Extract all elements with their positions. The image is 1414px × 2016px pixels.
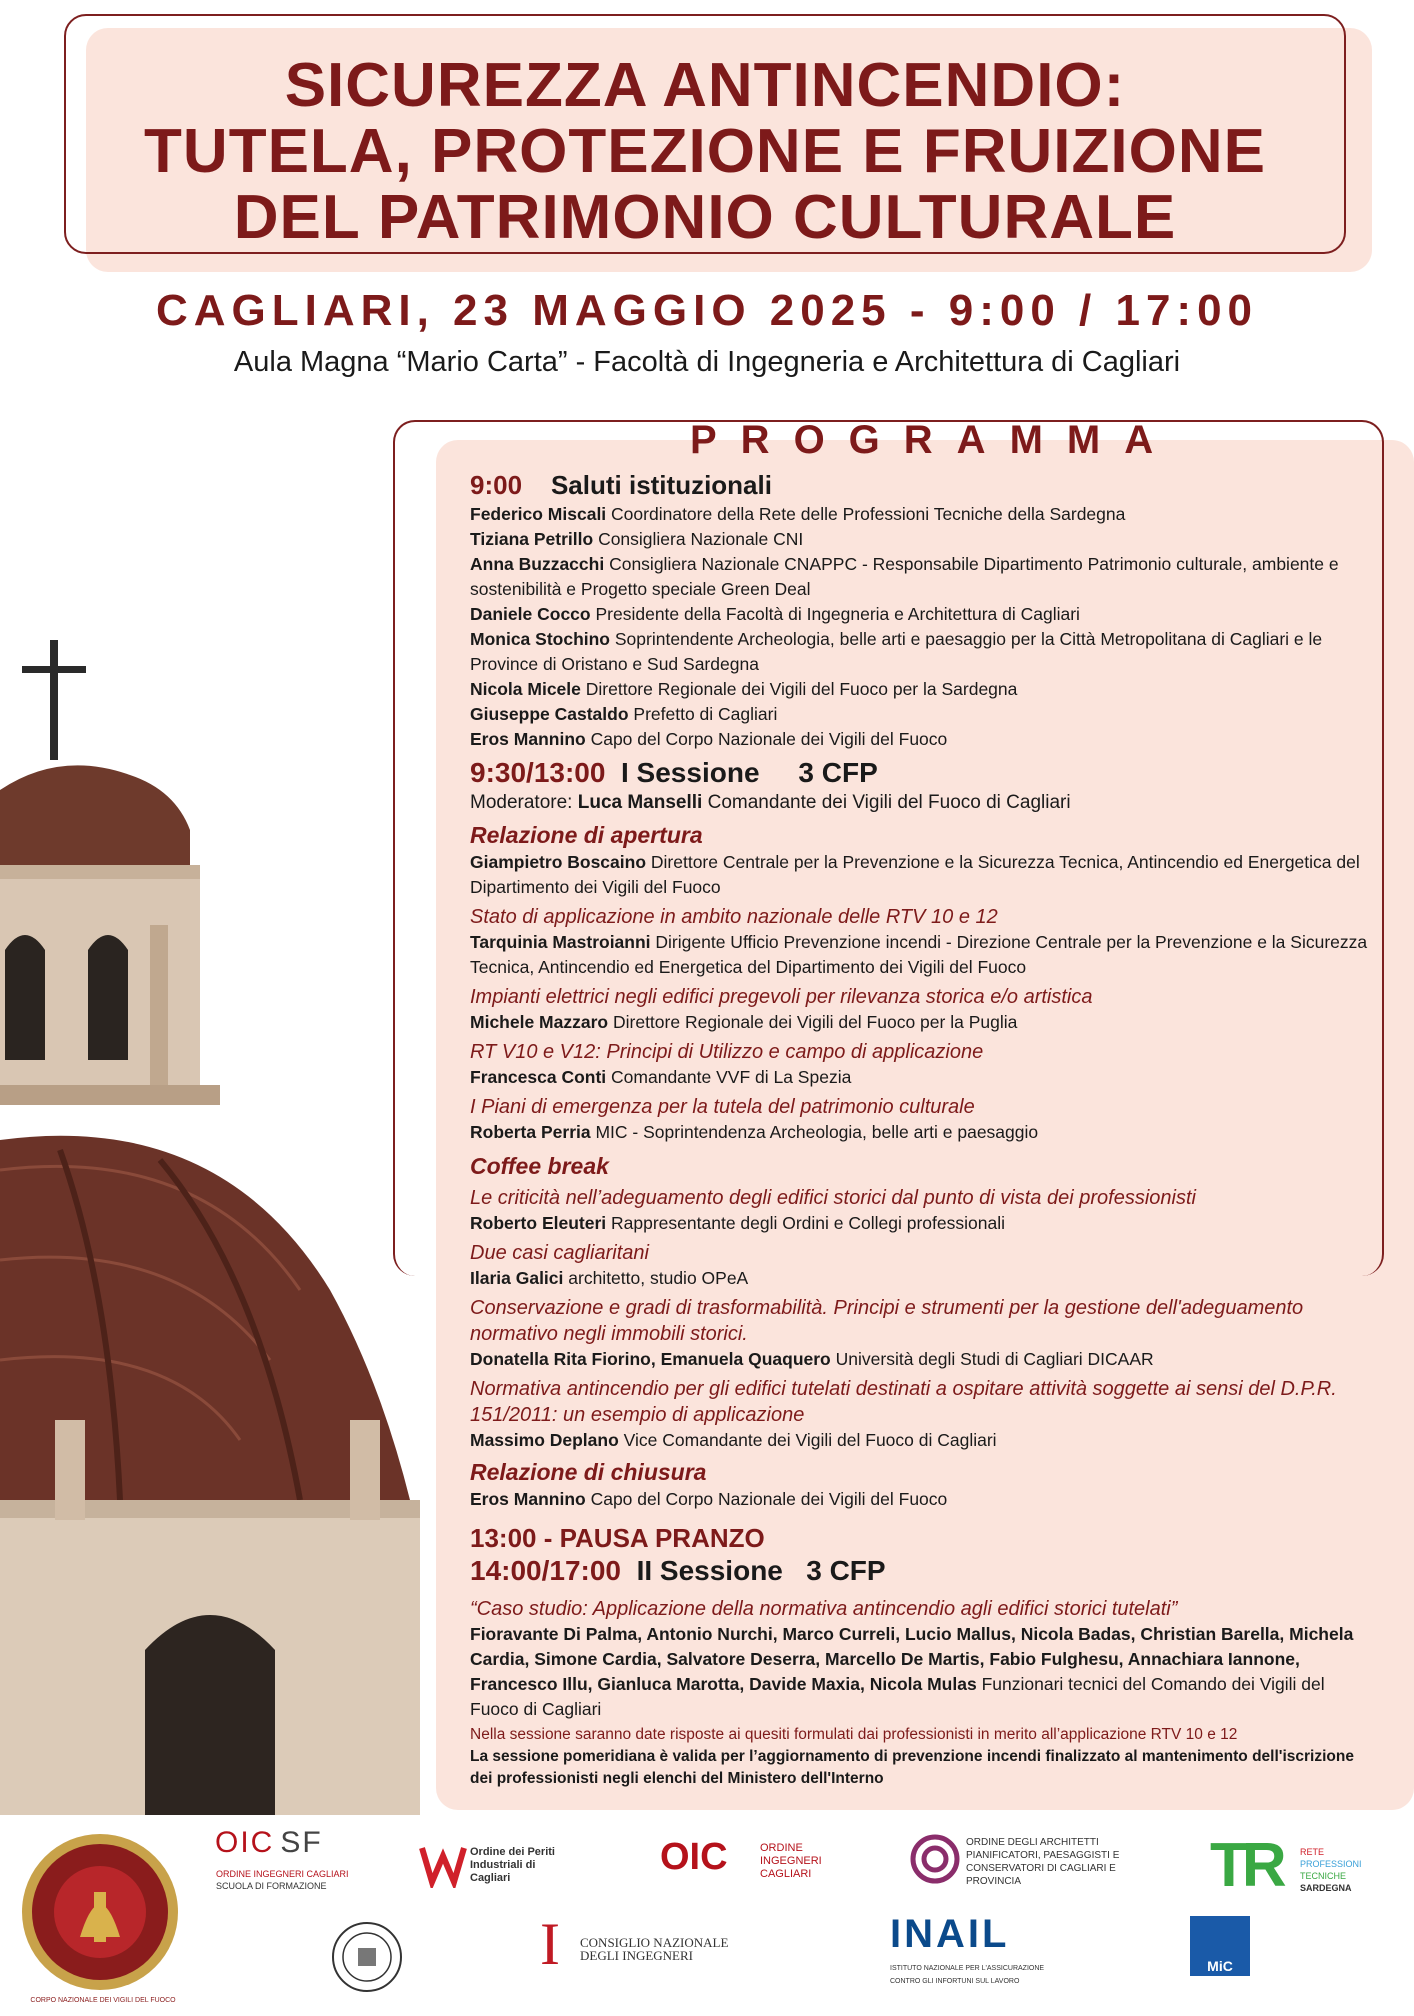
talk-title: Relazione di chiusura — [470, 1459, 707, 1485]
greeting-row — [470, 502, 1370, 527]
greeting-name: Giuseppe Castaldo — [470, 704, 629, 724]
greeting-role: Coordinatore della Rete delle Professioni Tecniche della Sardegna — [611, 504, 1126, 524]
moderator-name: Luca Manselli — [577, 792, 703, 813]
session1-items — [470, 820, 1370, 1512]
greeting-row — [470, 552, 1370, 602]
greeting-name: Nicola Micele — [470, 679, 581, 699]
session1-cfp: 3 CFP — [798, 757, 878, 788]
speaker-role: Comandante VVF di La Spezia — [611, 1067, 852, 1087]
rete-line-4: SARDEGNA — [1300, 1883, 1352, 1893]
greeting-role: Presidente della Facoltà di Ingegneria e Architettura di Cagliari — [595, 604, 1080, 624]
greeting-row — [470, 677, 1370, 702]
inail-caption: ISTITUTO NAZIONALE PER L'ASSICURAZIONE CONTRO GLI INFORTUNI SUL LAVORO — [890, 1965, 1045, 1985]
sponsor-logos — [0, 1812, 1414, 2004]
moderator-role: Comandante dei Vigili del Fuoco di Cagliari — [707, 792, 1071, 813]
greetings-list — [470, 502, 1370, 752]
periti-caption: Ordine dei Periti Industriali di Cagliari — [470, 1846, 555, 1884]
talk-speaker — [470, 1211, 1370, 1236]
speaker-role: Università degli Studi di Cagliari DICAAR — [835, 1349, 1154, 1369]
talk-speaker — [470, 1120, 1370, 1145]
greeting-name: Daniele Cocco — [470, 604, 591, 624]
session1-heading — [470, 756, 1370, 790]
speaker-name: Roberta Perria — [470, 1122, 591, 1142]
oic-mark: OIC — [660, 1836, 728, 1878]
speaker-role: Dirigente Ufficio Prevenzione incendi - Direzione Centrale per la Prevenzione e la Sicurezza Tecnica, Antincendio ed Energetica del Dipartimento dei Vigili del Fuoco — [470, 932, 1368, 977]
greeting-role: Consigliera Nazionale CNI — [598, 529, 804, 549]
greeting-role: Capo del Corpo Nazionale dei Vigili del Fuoco — [590, 729, 948, 749]
rete-mark: TR — [1210, 1831, 1281, 1900]
greeting-row — [470, 702, 1370, 727]
talk-speaker — [470, 1065, 1370, 1090]
greeting-role: Consigliera Nazionale CNAPPC - Responsabile Dipartimento Patrimonio culturale, ambiente e sostenibilità e Progetto speciale Green Deal — [470, 554, 1339, 599]
talk-speaker — [470, 850, 1370, 900]
greeting-name: Eros Mannino — [470, 729, 586, 749]
moderator-prefix: Moderatore: — [470, 792, 573, 813]
cni-caption: CONSIGLIO NAZIONALE DEGLI INGEGNERI — [580, 1935, 729, 1963]
session2-time: 14:00/17:00 — [470, 1555, 622, 1586]
opening-heading — [470, 468, 1370, 502]
speaker-role: Capo del Corpo Nazionale dei Vigili del Fuoco — [590, 1489, 948, 1509]
title-line-1: SICUREZZA ANTINCENDIO: — [284, 51, 1126, 120]
event-venue: Aula Magna “Mario Carta” - Facoltà di Ingegneria e Architettura di Cagliari — [233, 346, 1181, 378]
speaker-name: Roberto Eleuteri — [470, 1213, 607, 1233]
talk-speaker — [470, 930, 1370, 980]
talk-title: Stato di applicazione in ambito nazionale delle RTV 10 e 12 — [470, 906, 998, 928]
opening-time: 9:00 — [470, 470, 523, 500]
mic-logo: MiC — [1190, 1916, 1250, 1976]
oic-sf-logo — [215, 1826, 323, 1860]
talk-speaker — [470, 1266, 1370, 1291]
periti-icon — [418, 1842, 468, 1888]
architetti-icon — [910, 1834, 960, 1884]
title-line-3: DEL PATRIMONIO CULTURALE — [233, 183, 1177, 252]
speaker-role: Vice Comandante dei Vigili del Fuoco di Cagliari — [623, 1430, 997, 1450]
talk-title: Le criticità nell’adeguamento degli edifici storici dal punto di vista dei professionisti — [470, 1187, 1196, 1209]
speaker-name: Tarquinia Mastroianni — [470, 932, 651, 952]
session2-validity: La sessione pomeridiana è valida per l’aggiornamento di prevenzione incendi finalizzato al mantenimento dell'iscrizione dei professionisti negli elenchi del Ministero dell'Interno — [470, 1748, 1354, 1787]
speaker-name: Francesca Conti — [470, 1067, 607, 1087]
greeting-role: Soprintendente Archeologia, belle arti e paesaggio per la Città Metropolitana di Cagliari e le Province di Oristano e Sud Sardegna — [470, 629, 1323, 674]
speaker-name: Massimo Deplano — [470, 1430, 619, 1450]
speaker-name: Donatella Rita Fiorino, Emanuela Quaquero — [470, 1349, 831, 1369]
greeting-row — [470, 627, 1370, 677]
session1-time: 9:30/13:00 — [470, 757, 606, 788]
oic-sf-sf: SF — [280, 1826, 323, 1859]
greeting-role: Direttore Regionale dei Vigili del Fuoco per la Sardegna — [585, 679, 1018, 699]
vvf-logo — [20, 1832, 180, 1992]
talk-title: Conservazione e gradi di trasformabilità. Principi e strumenti per la gestione dell'adeguamento normativo negli immobili storici. — [470, 1297, 1304, 1345]
greeting-role: Prefetto di Cagliari — [633, 704, 778, 724]
greeting-row — [470, 527, 1370, 552]
oic-sf-caption1: ORDINE INGEGNERI CAGLIARI — [216, 1869, 349, 1879]
talk-title: RT V10 e V12: Principi di Utilizzo e campo di applicazione — [470, 1041, 984, 1063]
oic-sf-caption2: SCUOLA DI FORMAZIONE — [216, 1881, 327, 1891]
case-study-speakers — [470, 1622, 1370, 1722]
rete-line-2: PROFESSIONI — [1300, 1859, 1362, 1869]
speaker-role: Rappresentante degli Ordini e Collegi professionali — [611, 1213, 1005, 1233]
case-study-title: “Caso studio: Applicazione della normativa antincendio agli edifici storici tutelati” — [470, 1598, 1178, 1620]
architetti-caption: ORDINE DEGLI ARCHITETTI PIANIFICATORI, PAESAGGISTI E CONSERVATORI DI CAGLIARI E PROVINCIA — [966, 1837, 1120, 1887]
speakers-names: Fioravante Di Palma, Antonio Nurchi, Marco Curreli, Lucio Mallus, Nicola Badas, Christian Barella, Michela Cardia, Simone Cardia, Salvatore Deserra, Marcello De Martis, Fabio Fulghesu, Annachiara Iannone, Francesco Illu, Gianluca Marotta, Davide Maxia, Nicola Mulas — [470, 1624, 1354, 1694]
inail-mark: INAIL — [890, 1912, 1010, 1956]
event-date: CAGLIARI, 23 MAGGIO 2025 - 9:00 / 17:00 — [155, 286, 1259, 335]
talk-title: Coffee break — [470, 1153, 609, 1179]
university-seal — [330, 1920, 404, 1994]
greeting-name: Monica Stochino — [470, 629, 610, 649]
talk-speaker — [470, 1428, 1370, 1453]
greeting-name: Tiziana Petrillo — [470, 529, 594, 549]
session2-label: II Sessione — [636, 1555, 783, 1586]
talk-title: I Piani di emergenza per la tutela del patrimonio culturale — [470, 1096, 975, 1118]
speaker-role: Direttore Regionale dei Vigili del Fuoco per la Puglia — [612, 1012, 1018, 1032]
speaker-name: Eros Mannino — [470, 1489, 586, 1509]
session2-heading — [470, 1554, 1370, 1588]
rete-line-1: RETE — [1300, 1847, 1325, 1857]
speakers-role: Funzionari tecnici del Comando dei Vigili del Fuoco di Cagliari — [470, 1674, 1325, 1719]
speaker-role: Direttore Centrale per la Prevenzione e la Sicurezza Tecnica, Antincendio ed Energetica del Dipartimento dei Vigili del Fuoco — [470, 852, 1360, 897]
talk-speaker — [470, 1347, 1370, 1372]
vvf-caption: CORPO NAZIONALE DEI VIGILI DEL FUOCO — [30, 1997, 176, 2004]
session2-cfp: 3 CFP — [806, 1555, 886, 1586]
session1-label: I Sessione — [621, 757, 760, 788]
title-line-2: TUTELA, PROTEZIONE E FRUIZIONE — [144, 117, 1266, 186]
talk-title: Impianti elettrici negli edifici pregevoli per rilevanza storica e/o artistica — [470, 986, 1093, 1008]
talk-title: Normativa antincendio per gli edifici tutelati destinati a ospitare attività soggette ai sensi del D.P.R. 151/2011: un esempio di applicazione — [470, 1378, 1337, 1426]
greeting-row — [470, 727, 1370, 752]
moderator — [470, 790, 1370, 816]
talk-title: Due casi cagliaritani — [470, 1242, 649, 1264]
speaker-role: MIC - Soprintendenza Archeologia, belle arti e paesaggio — [595, 1122, 1039, 1142]
greeting-row — [470, 602, 1370, 627]
dome-image — [0, 640, 420, 1815]
session2-note: Nella sessione saranno date risposte ai quesiti formulati dai professionisti in merito all’applicazione RTV 10 e 12 — [470, 1726, 1238, 1743]
lunch-break: 13:00 - PAUSA PRANZO — [470, 1523, 765, 1553]
speaker-name: Michele Mazzaro — [470, 1012, 609, 1032]
oic-caption: ORDINE INGEGNERI CAGLIARI — [760, 1842, 822, 1880]
speaker-role: architetto, studio OPeA — [568, 1268, 749, 1288]
talk-title: Relazione di apertura — [470, 822, 703, 848]
talk-speaker — [470, 1487, 1370, 1512]
greeting-name: Anna Buzzacchi — [470, 554, 605, 574]
greeting-name: Federico Miscali — [470, 504, 607, 524]
program-body — [470, 466, 1370, 1790]
speaker-name: Ilaria Galici — [470, 1268, 564, 1288]
rete-line-3: TECNICHE — [1300, 1871, 1347, 1881]
cni-mark: I — [540, 1911, 560, 1977]
speaker-name: Giampietro Boscaino — [470, 852, 647, 872]
program-title: PROGRAMMA — [690, 418, 1178, 462]
talk-speaker — [470, 1010, 1370, 1035]
opening-label: Saluti istituzionali — [550, 470, 772, 500]
oic-sf-mark: OIC — [215, 1826, 275, 1859]
